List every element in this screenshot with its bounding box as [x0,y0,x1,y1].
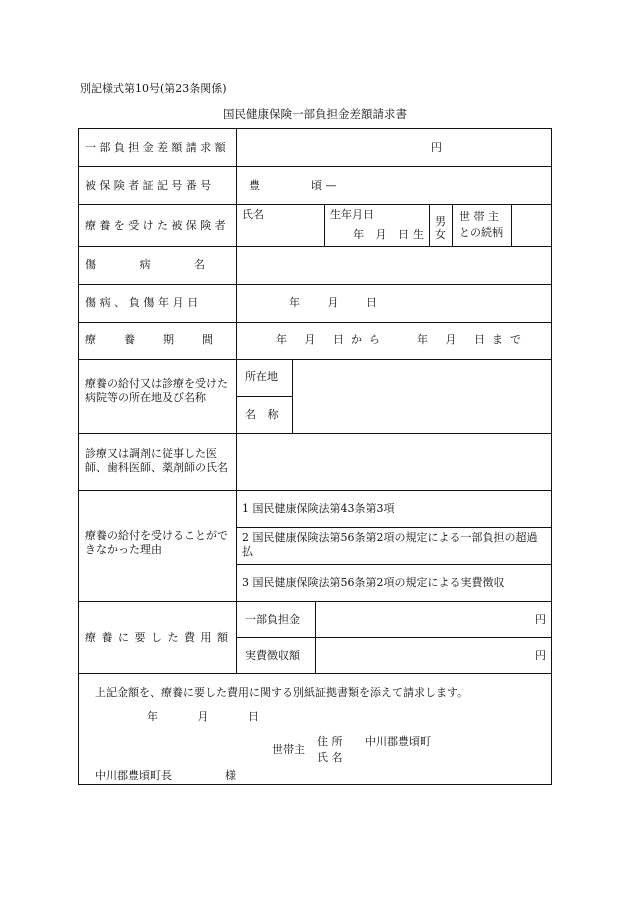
birth-format: 年 月 日生 [353,228,428,241]
form-number: 別記様式第10号(第23条関係) [80,82,227,95]
cost-actual-unit: 円 [535,649,546,662]
relation-line2: との続柄 [459,226,503,239]
sex-female: 女 [435,228,446,241]
insured-name-label: 氏名 [242,208,264,221]
hospital-label: 療養の給付又は診療を受けた病院等の所在地及び名称 [85,377,228,404]
doctor-label: 診療又は調剤に従事した医師、歯科医師、薬剤師の氏名 [85,447,228,474]
insurer-no-label: 被保険者証記号番号 [85,179,215,192]
cost-actual-label: 実費徴収額 [245,649,300,662]
injury-date-label: 傷病、負傷年月日 [85,296,202,309]
injury-date-value: 年 月 日 [289,296,389,309]
amount-label-text: 一部負担金差額請求額 [85,141,229,154]
reason-option-2: 2 国民健康保険法第56条第2項の規定による一部負担の超過払 [242,531,538,558]
reason-option-1: 1 国民健康保険法第43条第3項 [242,502,395,515]
reason-label: 療養の給付を受けることができなかった理由 [85,529,228,556]
insured-label: 療養を受けた被保険者 [85,219,229,232]
hospital-name-label: 名 称 [245,408,283,421]
insurer-no-prefix: 豊 [249,179,260,192]
householder-label: 世帯主 [272,743,305,756]
hospital-address-label: 所在地 [245,370,278,383]
amount-label [85,141,230,155]
relation-line1: 世 帯 主 [459,210,499,223]
claim-form-table [78,128,552,785]
amount-unit: 円 [431,141,442,154]
reason-option-3: 3 国民健康保険法第56条第2項の規定による実費徴収 [242,576,505,589]
period-label: 療養期間 [85,333,241,346]
cost-label: 療養に要した費用額 [85,631,234,644]
addressee: 中川郡豊頃町長 [95,769,172,782]
form-title: 国民健康保険一部負担金差額請求書 [223,107,407,121]
cost-partial-label: 一部負担金 [245,613,300,626]
claim-date: 年 月 日 [147,710,277,723]
period-to: 年 月 日まで [417,333,528,346]
address-value: 中川郡豊頃町 [365,735,431,748]
sex-male: 男 [435,215,446,228]
insurer-no-suffix: 頃 — [311,179,337,192]
claim-statement: 上記金額を、療養に要した費用に関する別紙証拠書類を添えて請求します。 [95,686,469,699]
birth-label: 生年月日 [330,208,374,221]
disease-label: 傷 病 名 [85,258,225,271]
cost-partial-unit: 円 [535,613,546,626]
name-label: 氏 名 [317,751,343,764]
honorific: 様 [225,769,236,782]
address-label: 住 所 [317,735,343,748]
period-from: 年 月 日から [276,333,387,346]
